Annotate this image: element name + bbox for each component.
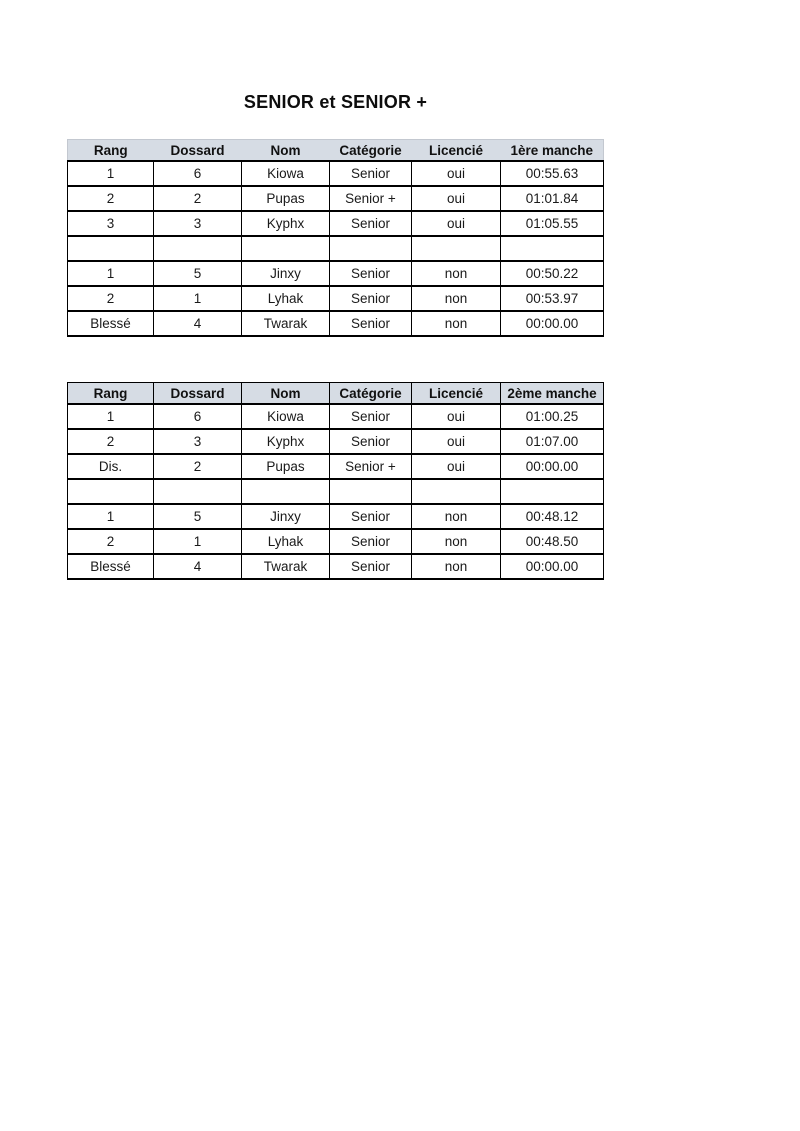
page-title: SENIOR et SENIOR +: [243, 92, 428, 112]
table-cell: [501, 236, 604, 261]
table-cell: oui: [412, 186, 501, 211]
table-cell: [68, 479, 154, 504]
table-cell: 00:00.00: [501, 311, 604, 336]
column-header: Rang: [68, 140, 154, 162]
table-cell: Senior: [330, 429, 412, 454]
table-cell: 2: [154, 186, 242, 211]
table-cell: 1: [68, 161, 154, 186]
column-header: Dossard: [154, 140, 242, 162]
table-row: [68, 504, 604, 529]
table-cell: Blessé: [68, 554, 154, 579]
table-cell: 1: [154, 286, 242, 311]
table-cell: Senior: [330, 504, 412, 529]
table-cell: [412, 236, 501, 261]
column-header: 1ère manche: [501, 140, 604, 162]
table-cell: Senior: [330, 404, 412, 429]
table-cell: Lyhak: [242, 529, 330, 554]
table-cell: non: [412, 504, 501, 529]
table-row: [68, 161, 604, 186]
table-cell: [330, 479, 412, 504]
table-row: [68, 454, 604, 479]
second-run-table-container: [67, 382, 604, 580]
table-cell: 6: [154, 161, 242, 186]
table-cell: Twarak: [242, 311, 330, 336]
column-header: Nom: [242, 140, 330, 162]
table-cell: Pupas: [242, 186, 330, 211]
table-cell: Senior: [330, 286, 412, 311]
table-cell: non: [412, 311, 501, 336]
empty-row: [68, 479, 604, 504]
table-cell: 6: [154, 404, 242, 429]
table-row: [68, 286, 604, 311]
table-row: [68, 311, 604, 336]
table-cell: 2: [68, 429, 154, 454]
table-cell: 00:50.22: [501, 261, 604, 286]
table-cell: 2: [154, 454, 242, 479]
table-cell: 3: [154, 429, 242, 454]
table-cell: 5: [154, 504, 242, 529]
table-cell: 01:07.00: [501, 429, 604, 454]
table-cell: 00:48.12: [501, 504, 604, 529]
table-cell: Senior: [330, 529, 412, 554]
table-cell: oui: [412, 404, 501, 429]
table-cell: non: [412, 529, 501, 554]
table-cell: Senior: [330, 554, 412, 579]
table-cell: oui: [412, 161, 501, 186]
table-cell: Jinxy: [242, 261, 330, 286]
table-cell: [68, 236, 154, 261]
table-cell: 01:05.55: [501, 211, 604, 236]
table-cell: Lyhak: [242, 286, 330, 311]
table-cell: 4: [154, 311, 242, 336]
table-cell: Senior +: [330, 454, 412, 479]
column-header: Licencié: [412, 383, 501, 405]
table-cell: [242, 479, 330, 504]
table-cell: oui: [412, 454, 501, 479]
table-cell: 4: [154, 554, 242, 579]
table-cell: Senior: [330, 261, 412, 286]
table-cell: Dis.: [68, 454, 154, 479]
table-cell: 00:00.00: [501, 554, 604, 579]
column-header: 2ème manche: [501, 383, 604, 405]
table-cell: 00:00.00: [501, 454, 604, 479]
table-cell: 2: [68, 286, 154, 311]
table-cell: Senior: [330, 211, 412, 236]
table-cell: 3: [68, 211, 154, 236]
first-run-results-table: [67, 139, 604, 337]
table-row: [68, 261, 604, 286]
column-header: Licencié: [412, 140, 501, 162]
table-cell: [412, 479, 501, 504]
table-cell: Blessé: [68, 311, 154, 336]
table-cell: 00:53.97: [501, 286, 604, 311]
table-cell: Pupas: [242, 454, 330, 479]
second-run-results-table: [67, 382, 604, 580]
table-cell: [242, 236, 330, 261]
column-header: Catégorie: [330, 383, 412, 405]
table-row: [68, 211, 604, 236]
table-cell: 2: [68, 529, 154, 554]
table-cell: Kiowa: [242, 161, 330, 186]
table-cell: non: [412, 554, 501, 579]
first-run-table-container: [67, 139, 604, 337]
table-cell: oui: [412, 211, 501, 236]
table-row: [68, 554, 604, 579]
table-row: [68, 429, 604, 454]
column-header: Dossard: [154, 383, 242, 405]
table-cell: Jinxy: [242, 504, 330, 529]
table-cell: Kyphx: [242, 429, 330, 454]
header-row: [68, 383, 604, 405]
table-cell: [501, 479, 604, 504]
column-header: Catégorie: [330, 140, 412, 162]
column-header: Rang: [68, 383, 154, 405]
table-cell: Senior +: [330, 186, 412, 211]
table-cell: 00:48.50: [501, 529, 604, 554]
table-cell: 5: [154, 261, 242, 286]
table-cell: 1: [68, 504, 154, 529]
table-cell: Kyphx: [242, 211, 330, 236]
table-cell: oui: [412, 429, 501, 454]
table-cell: 1: [68, 261, 154, 286]
table-cell: 1: [68, 404, 154, 429]
table-row: [68, 404, 604, 429]
table-cell: 2: [68, 186, 154, 211]
table-cell: [154, 236, 242, 261]
table-cell: Twarak: [242, 554, 330, 579]
empty-row: [68, 236, 604, 261]
table-cell: non: [412, 286, 501, 311]
table-cell: Senior: [330, 311, 412, 336]
table-cell: 01:00.25: [501, 404, 604, 429]
table-row: [68, 186, 604, 211]
table-cell: 3: [154, 211, 242, 236]
table-cell: 00:55.63: [501, 161, 604, 186]
column-header: Nom: [242, 383, 330, 405]
table-row: [68, 529, 604, 554]
table-cell: non: [412, 261, 501, 286]
table-cell: [154, 479, 242, 504]
table-cell: 01:01.84: [501, 186, 604, 211]
table-cell: Kiowa: [242, 404, 330, 429]
table-cell: 1: [154, 529, 242, 554]
header-row: [68, 140, 604, 162]
table-cell: Senior: [330, 161, 412, 186]
table-cell: [330, 236, 412, 261]
